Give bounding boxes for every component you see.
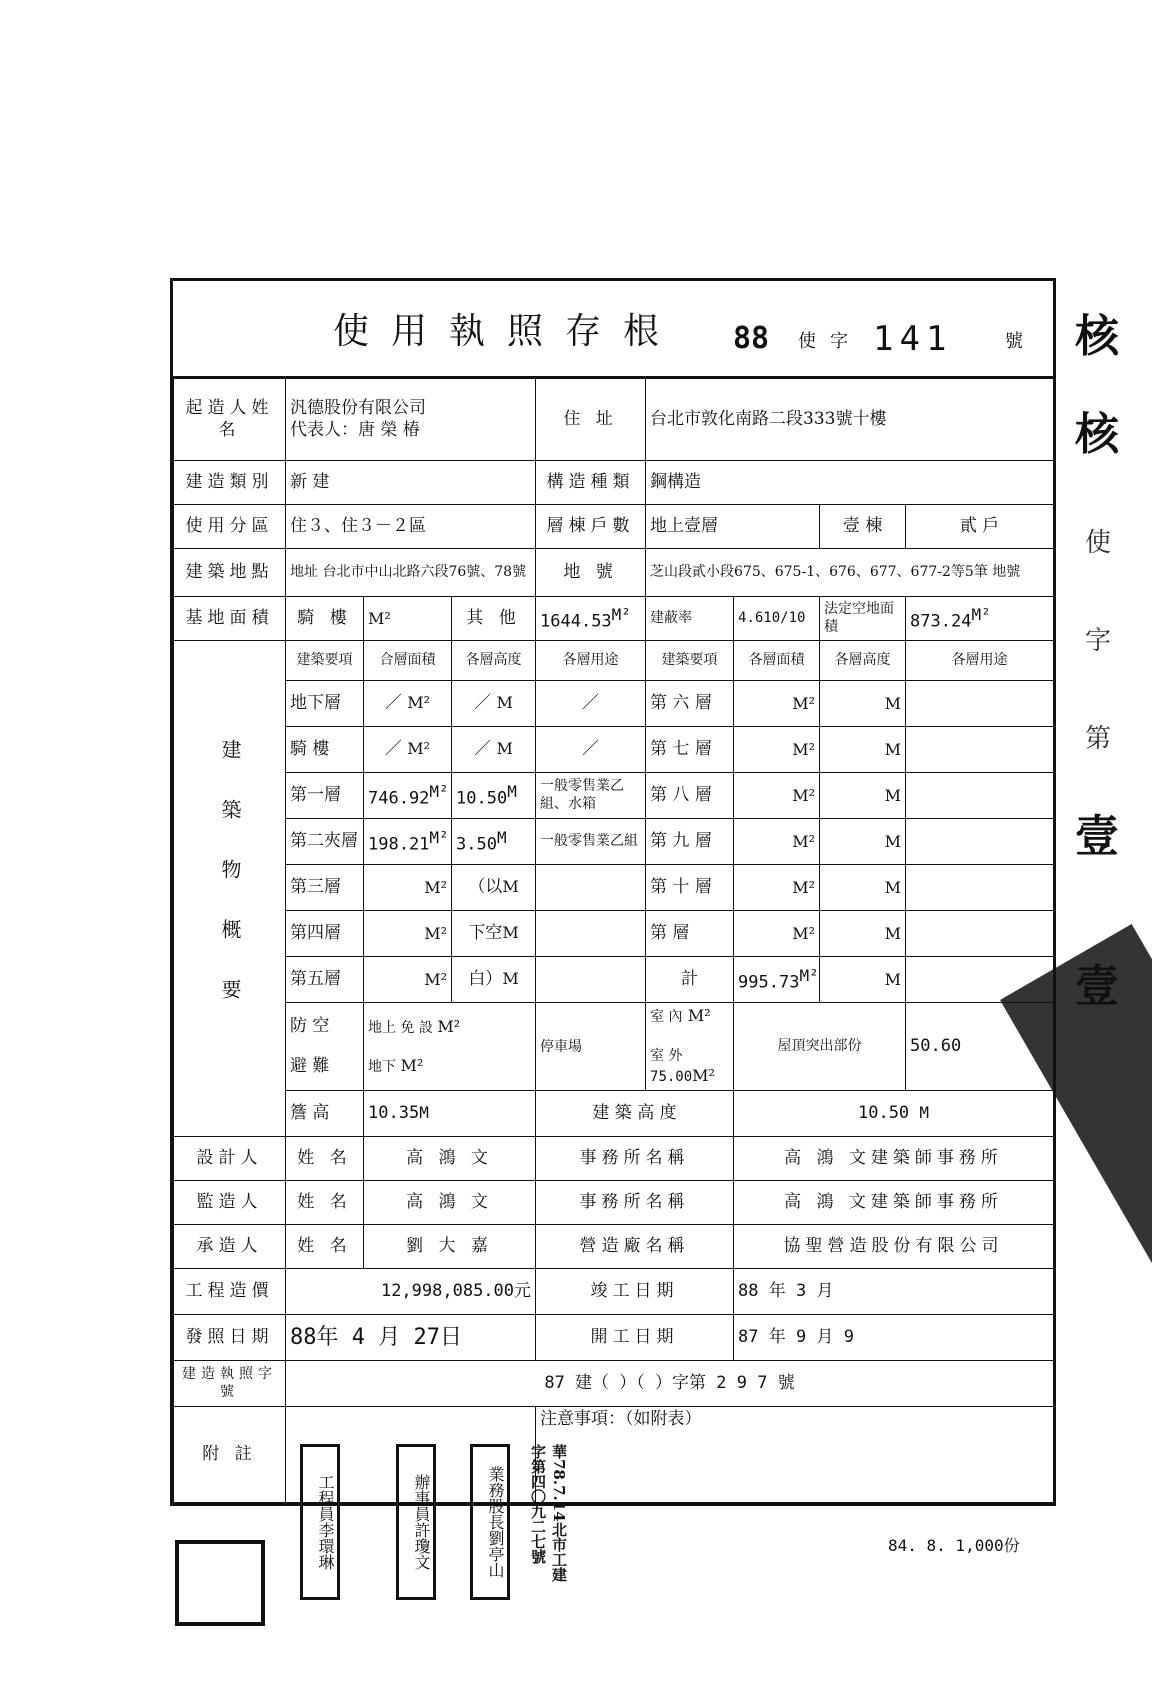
zoning-row: [174, 505, 1054, 549]
applicant-label: 起造人姓名: [174, 379, 286, 461]
floor-area-right: M²: [734, 727, 820, 773]
designer-office: 高 鴻 文建築師事務所: [734, 1137, 1054, 1181]
cost-value: 12,998,085.00元: [286, 1269, 536, 1315]
floor-height-value: 3.50: [456, 834, 497, 855]
other-label: 其 他: [452, 597, 536, 641]
shelter-label: [286, 1003, 364, 1091]
permit-suffix: 號: [1005, 331, 1023, 352]
total-area-value: 995.73: [738, 972, 800, 993]
col-height2: 各層高度: [820, 641, 906, 681]
floor-height-unit: M: [496, 692, 513, 712]
floor-use: [536, 957, 646, 1003]
designer-label: 設計人: [174, 1137, 286, 1181]
floor-use-right: [906, 819, 1054, 865]
contractor-row: [174, 1225, 1054, 1269]
lot-suffix: 地號: [992, 563, 1021, 580]
floor-height: [452, 727, 536, 773]
start-year: 87: [738, 1326, 759, 1347]
outdoor-value: 75.00: [650, 1069, 693, 1086]
floor-area-unit: M²: [407, 738, 431, 758]
floor-name-right: 第 八 層: [646, 773, 734, 819]
bldg-height-number: 10.50: [857, 1102, 910, 1123]
side-char-6: 壹: [1075, 811, 1119, 862]
floor-height-unit: M: [507, 781, 517, 801]
supervisor-row: [174, 1181, 1054, 1225]
construction-value: 新 建: [286, 461, 536, 505]
shelter-below-unit: M²: [400, 1055, 424, 1075]
side-char-2: 核: [1075, 409, 1119, 460]
total-area-unit: M²: [799, 965, 819, 985]
cost-label: 工程造價: [174, 1269, 286, 1315]
construction-label: 建造類別: [174, 461, 286, 505]
contractor-office-label: 營造廠名稱: [536, 1225, 734, 1269]
floor-height-value: 下空: [468, 922, 503, 943]
open-unit: M²: [971, 604, 991, 624]
floors-label: 層棟戶數: [536, 505, 646, 549]
floor-area: M²: [364, 957, 452, 1003]
floor-area-value: 198.21: [368, 834, 430, 855]
bldg-height-unit: M: [919, 1102, 930, 1122]
start-label: 開工日期: [536, 1315, 734, 1361]
floor-use: ／: [536, 727, 646, 773]
floor-height-right: M: [820, 681, 906, 727]
floor-height-unit: M: [502, 968, 519, 988]
issue-row: [174, 1315, 1054, 1361]
form-title: 使用執照存根: [333, 311, 682, 352]
open-number: 873.24: [910, 611, 972, 632]
floor-area: [364, 681, 452, 727]
site-address: [286, 549, 536, 597]
eave-value: [364, 1091, 536, 1137]
floor-height-value: ／: [474, 692, 492, 713]
floor-area-value: ／: [384, 738, 402, 759]
floor-area-right: M²: [734, 865, 820, 911]
seal-stamp: [175, 1540, 265, 1626]
notes-label: 附 註: [174, 1407, 286, 1503]
floor-use: ／: [536, 681, 646, 727]
parking-values: [646, 1003, 734, 1091]
issue-date: 88年 4 月 27日: [286, 1315, 536, 1361]
site-row: [174, 549, 1054, 597]
parking-indoor: [650, 1006, 729, 1027]
permit-form: [170, 278, 1056, 1506]
arcade-label: 騎 樓: [286, 597, 364, 641]
open-value: [906, 597, 1054, 641]
floor-area-unit: M²: [429, 781, 449, 801]
summary-label: 建築物概要: [174, 641, 286, 1137]
issue-label: 發照日期: [174, 1315, 286, 1361]
designer-office-label: 事務所名稱: [536, 1137, 734, 1181]
shelter-above-unit: M²: [437, 1017, 461, 1036]
shelter-label-1: 防 空: [290, 1016, 330, 1037]
eave-number: 10.35: [368, 1102, 420, 1123]
floor-height: [452, 681, 536, 727]
main-table: [173, 378, 1054, 1503]
contractor-name: 劉 大 嘉: [364, 1225, 536, 1269]
title-row: [173, 281, 1053, 378]
lot-label: 地 號: [536, 549, 646, 597]
other-unit: M²: [611, 604, 631, 624]
coverage-value: 4.610/10: [734, 597, 820, 641]
summary-header-row: [174, 641, 1054, 681]
floor-height: [452, 819, 536, 865]
floor-height-unit: M: [502, 922, 519, 942]
other-value: [536, 597, 646, 641]
floor-name: 第二夾層: [286, 819, 364, 865]
floor-use-right: [906, 865, 1054, 911]
side-char-3: 使: [1085, 528, 1112, 558]
construction-row: [174, 461, 1054, 505]
floor-use-right: [906, 681, 1054, 727]
floor-name: 第五層: [286, 957, 364, 1003]
floor-height-value: 10.50: [456, 788, 508, 809]
zoning-label: 使用分區: [174, 505, 286, 549]
supervisor-name: 高 鴻 文: [364, 1181, 536, 1225]
build-permit-label: 建造執照字號: [174, 1361, 286, 1407]
area-row: [174, 597, 1054, 641]
floor-area-unit: M²: [429, 827, 449, 847]
floor-height-unit: M: [496, 827, 507, 847]
floor-name: 騎 樓: [286, 727, 364, 773]
completion-year: 88: [738, 1280, 759, 1301]
build-permit-value: 87 建（ ）（ ）字第 2 9 7 號: [286, 1361, 1054, 1407]
total-label: 計: [646, 957, 734, 1003]
issue-year: 88: [290, 1324, 317, 1350]
zoning-value: 住３、住３－２區: [286, 505, 536, 549]
shelter-value: [364, 1003, 536, 1091]
start-date: 87 年 9 月 9: [734, 1315, 1054, 1361]
arcade-unit: M²: [364, 597, 452, 641]
floor-height-right: M: [820, 865, 906, 911]
col-use2: 各層用途: [906, 641, 1054, 681]
floor-height-right: M: [820, 727, 906, 773]
shelter-note: 免 設: [400, 1020, 433, 1036]
open-label: 法定空地面積: [820, 597, 906, 641]
col-area: 合層面積: [364, 641, 452, 681]
shelter-below-label: 地下: [368, 1058, 396, 1075]
floor-name: 第一層: [286, 773, 364, 819]
floor-use-right: [906, 911, 1054, 957]
address-label: 住 址: [536, 379, 646, 461]
bldg-height-value: [734, 1091, 1054, 1137]
floors-value: 地上壹層: [646, 505, 820, 549]
col-height: 各層高度: [452, 641, 536, 681]
floor-area-value: ／: [384, 692, 402, 713]
floor-name-right: 第 層: [646, 911, 734, 957]
parking-label: 停車場: [540, 1038, 583, 1055]
floor-height-value: （以: [468, 876, 503, 897]
lot-text: 芝山段貳小段675、675-1、676、677、677-2等5筆: [650, 563, 988, 580]
floor-row: [174, 727, 1054, 773]
floor-use: [536, 865, 646, 911]
shelter-row: [174, 1003, 1054, 1091]
side-char-1: 核: [1075, 311, 1119, 362]
floor-row: [174, 819, 1054, 865]
floor-name-right: 第 九 層: [646, 819, 734, 865]
floor-use-right: [906, 773, 1054, 819]
completion-label: 竣工日期: [536, 1269, 734, 1315]
floor-height-unit: M: [502, 876, 519, 896]
start-day: 9: [843, 1326, 854, 1347]
company-name: 汎德股份有限公司: [290, 398, 426, 419]
shelter-above-label: 地上: [368, 1020, 396, 1036]
parking-block: [536, 1003, 646, 1091]
site-label: 建築地點: [174, 549, 286, 597]
floor-row: [174, 911, 1054, 957]
applicant-row: [174, 379, 1054, 461]
side-char-4: 字: [1085, 626, 1112, 656]
floor-area-unit: M²: [407, 692, 431, 712]
completion-date: 88 年 3 月: [734, 1269, 1054, 1315]
supervisor-office-label: 事務所名稱: [536, 1181, 734, 1225]
roof-value: 50.60: [906, 1003, 1054, 1091]
shelter-label-2: 避 難: [290, 1055, 330, 1076]
indoor-label: 室 內: [650, 1008, 683, 1025]
issue-day: 27: [413, 1324, 440, 1350]
height-row: [174, 1091, 1054, 1137]
col-item2: 建築要項: [646, 641, 734, 681]
issue-month: 4: [351, 1324, 365, 1350]
floor-area: [364, 727, 452, 773]
start-month: 9: [795, 1326, 807, 1347]
buildings-value: 壹 棟: [820, 505, 906, 549]
outdoor-label: 室 外: [650, 1047, 683, 1064]
floor-name: 地下層: [286, 681, 364, 727]
col-use: 各層用途: [536, 641, 646, 681]
floor-use: 一般零售業乙組: [536, 819, 646, 865]
lot-value: [646, 549, 1054, 597]
shelter-above: [368, 1017, 531, 1038]
floor-height-value: ／: [474, 738, 492, 759]
designer-row: [174, 1137, 1054, 1181]
floor-row: [174, 865, 1054, 911]
supervisor-office: 高 鴻 文建築師事務所: [734, 1181, 1054, 1225]
eave-label: 簷 高: [286, 1091, 364, 1137]
units-value: 貳 戶: [906, 505, 1054, 549]
completion-month: 3: [795, 1280, 807, 1301]
floor-area: M²: [364, 865, 452, 911]
coverage-label: 建蔽率: [646, 597, 734, 641]
total-height: M: [820, 957, 906, 1003]
floor-height-right: M: [820, 911, 906, 957]
floor-height: [452, 957, 536, 1003]
ref-stamp: 華78.7.14北市工建字第四〇九二七號: [529, 1444, 568, 1582]
floor-height-right: M: [820, 819, 906, 865]
permit-year: 88: [733, 321, 770, 356]
applicant-value: [286, 379, 536, 461]
supervisor-label: 監造人: [174, 1181, 286, 1225]
floor-use: 一般零售業乙組、水箱: [536, 773, 646, 819]
floor-area-right: M²: [734, 911, 820, 957]
site-addr-label: 地址: [290, 563, 318, 580]
permit-word: 使字: [798, 331, 862, 352]
floor-name: 第三層: [286, 865, 364, 911]
floor-row: [174, 957, 1054, 1003]
col-item: 建築要項: [286, 641, 364, 681]
chief-stamp: 業務股長劉亭山: [470, 1444, 510, 1600]
eave-unit: M: [419, 1102, 429, 1122]
shelter-below: [368, 1056, 531, 1077]
print-note: 84. 8. 1,000份: [888, 1536, 1020, 1555]
cost-row: [174, 1269, 1054, 1315]
floor-area: [364, 819, 452, 865]
floor-height-unit: M: [496, 738, 513, 758]
side-char-5: 第: [1085, 724, 1112, 754]
engineer-stamp: 工程員李環琳: [300, 1444, 340, 1600]
col-area2: 各層面積: [734, 641, 820, 681]
designer-name: 高 鴻 文: [364, 1137, 536, 1181]
total-area: [734, 957, 820, 1003]
floor-height-right: M: [820, 773, 906, 819]
indoor-unit: M²: [687, 1005, 711, 1025]
permit-row: [174, 1361, 1054, 1407]
outdoor-unit: M²: [692, 1066, 715, 1086]
floor-row: [174, 773, 1054, 819]
bldg-height-label: 建 築 高 度: [536, 1091, 734, 1137]
floor-height: [452, 911, 536, 957]
supervisor-name-label: 姓 名: [286, 1181, 364, 1225]
floor-use: [536, 911, 646, 957]
roof-label: 屋頂突出部份: [734, 1003, 906, 1091]
floor-use-right: [906, 727, 1054, 773]
floor-height-value: 白）: [468, 968, 503, 989]
floor-area: [364, 773, 452, 819]
site-addr-value: 台北市中山北路六段76號、78號: [322, 563, 527, 580]
floor-height: [452, 773, 536, 819]
floor-area: M²: [364, 911, 452, 957]
representative: 代表人：唐 榮 椿: [290, 419, 420, 440]
structure-value: 鋼構造: [646, 461, 1054, 505]
floor-area-right: M²: [734, 681, 820, 727]
floor-area-value: 746.92: [368, 788, 430, 809]
floor-height: [452, 865, 536, 911]
contractor-office: 協聖營造股份有限公司: [734, 1225, 1054, 1269]
permit-number: 141: [873, 319, 953, 359]
contractor-label: 承造人: [174, 1225, 286, 1269]
contractor-name-label: 姓 名: [286, 1225, 364, 1269]
address-value: 台北市敦化南路二段333號十樓: [646, 379, 1054, 461]
other-number: 1644.53: [540, 611, 612, 632]
floor-area-right: M²: [734, 819, 820, 865]
floor-name-right: 第 十 層: [646, 865, 734, 911]
floor-area-right: M²: [734, 773, 820, 819]
floor-name: 第四層: [286, 911, 364, 957]
structure-label: 構造種類: [536, 461, 646, 505]
notes-text: 注意事項：（如附表）: [536, 1407, 1054, 1503]
parking-outdoor: [650, 1045, 729, 1088]
designer-name-label: 姓 名: [286, 1137, 364, 1181]
floor-name-right: 第 七 層: [646, 727, 734, 773]
area-label: 基地面積: [174, 597, 286, 641]
clerk-stamp: 辦事員許瓊文: [396, 1444, 436, 1600]
floor-row: [174, 681, 1054, 727]
floor-name-right: 第 六 層: [646, 681, 734, 727]
